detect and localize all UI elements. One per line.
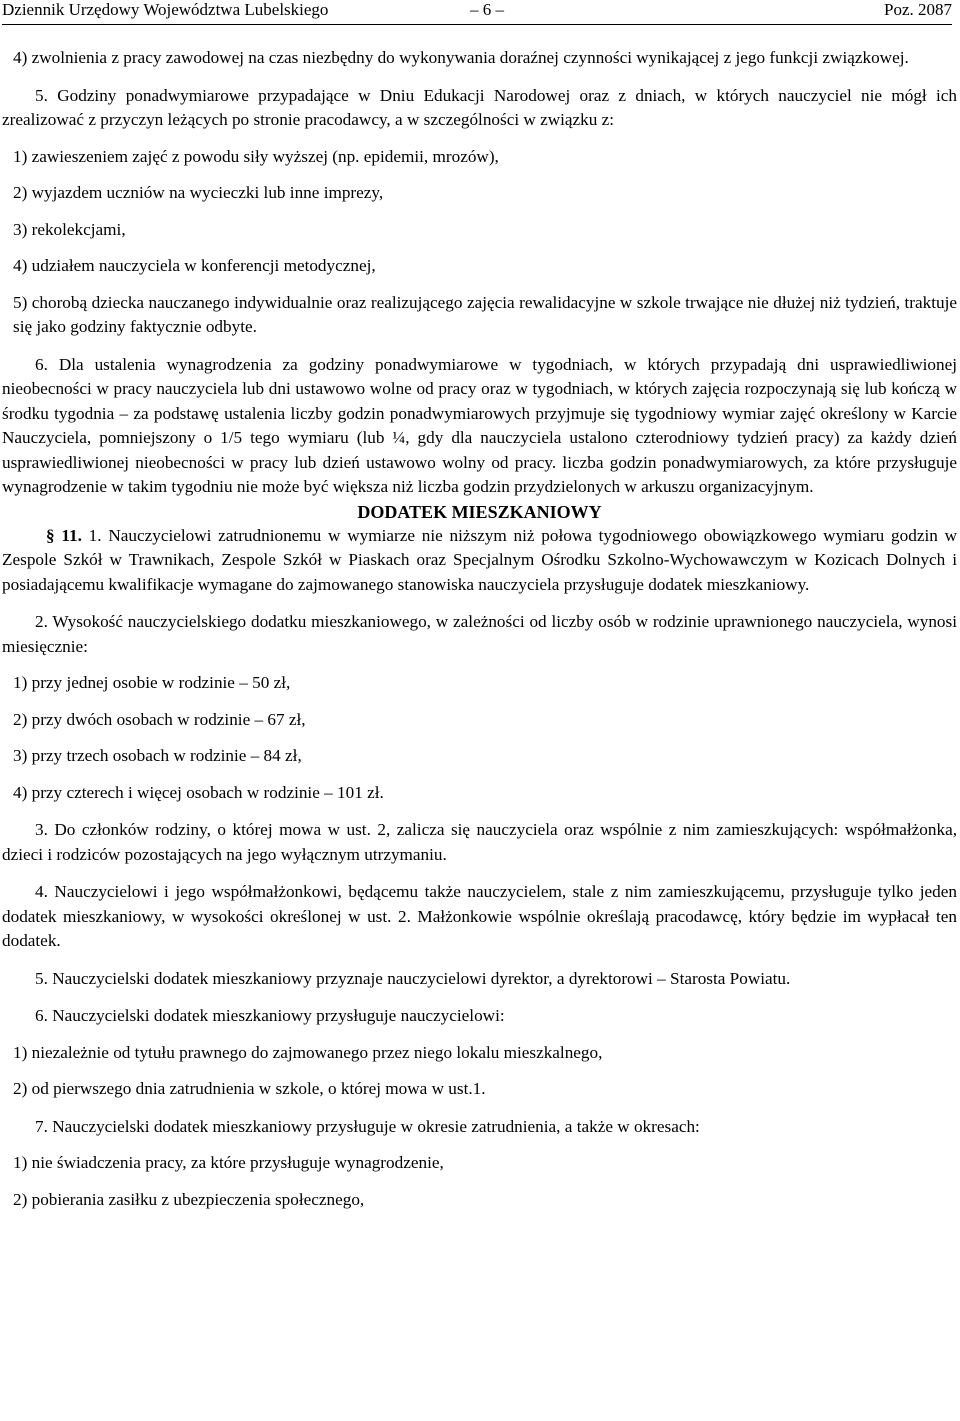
- list-item: 1) przy jednej osobie w rodzinie – 50 zł,: [13, 673, 291, 692]
- paragraph-granting-authority: 5. Nauczycielski dodatek mieszkaniowy przyznaje nauczycielowi dyrektor, a dyrektorowi – Starosta Powiatu.: [35, 968, 791, 988]
- paragraph-housing-eligibility: [2, 524, 957, 598]
- journal-title: Dziennik Urzędowy Województwa Lubelskiego: [2, 0, 329, 19]
- paragraph-housing-amount: 2. Wysokość nauczycielskiego dodatku mieszkaniowego, w zależności od liczby osób w rodzinie uprawnionego nauczyciela, wynosi miesięcznie:: [2, 612, 957, 656]
- page-header: [2, 0, 952, 25]
- list-item: 2) pobierania zasiłku z ubezpieczenia społecznego,: [13, 1189, 365, 1209]
- list-item: 5) chorobą dziecka nauczanego indywidualnie oraz realizującego zajęcia rewalidacyjne w szkole trwające nie dłużej niż tydzień, traktuje się jako godziny faktycznie odbyte.: [13, 292, 957, 336]
- list-item: 2) wyjazdem uczniów na wycieczki lub inne imprezy,: [13, 183, 384, 202]
- document-body: [2, 46, 957, 1212]
- list-item: 4) udziałem nauczyciela w konferencji metodycznej,: [13, 256, 376, 275]
- list-item: 3) przy trzech osobach w rodzinie – 84 zł,: [13, 746, 302, 765]
- paragraph-entitlement-periods: 7. Nauczycielski dodatek mieszkaniowy przysługuje w okresie zatrudnienia, a także w okresach:: [35, 1116, 700, 1136]
- paragraph-overtime-calculation: 6. Dla ustalenia wynagrodzenia za godziny ponadwymiarowe w tygodniach, w których przypadają dni usprawiedliwionej nieobecności w pracy nauczyciela lub dni ustawowo wolne od pracy oraz w tygodniach, w których zajęcia rozpoczynają się lub kończą w środku tygodnia – za podstawę ustalenia liczby godzin ponadwymiarowych przyjmuje się tygodniowy wymiar zajęć określony w Karcie Nauczyciela, pomniejszony o 1/5 tego wymiaru (lub ¼, gdy dla nauczyciela ustalono czterodniowy tydzień pracy) za każdy dzień usprawiedliwionej nieobecności w pracy lub dzień ustawowo wolny od pracy. liczba godzin ponadwymiarowych, za które przysługuje wynagrodzenie w takim tygodniu nie może być większa niż liczba godzin przydzielonych w arkuszu organizacyjnym.: [2, 354, 957, 496]
- list-item: 1) niezależnie od tytułu prawnego do zajmowanego przez niego lokalu mieszkalnego,: [13, 1042, 603, 1062]
- list-item: 1) zawieszeniem zajęć z powodu siły wyższej (np. epidemii, mrozów),: [13, 146, 499, 166]
- position-number: Poz. 2087: [884, 0, 952, 19]
- page-number: – 6 –: [470, 0, 504, 19]
- paragraph-spouse-teacher: 4. Nauczycielowi i jego współmałżonkowi, będącemu także nauczycielem, stale z nim zamieszkującemu, przysługuje tylko jeden dodatek mieszkaniowy, w wysokości określonej w ust. 2. Małżonkowie wspólnie określają pracodawcę, który będzie im wypłacał ten dodatek.: [2, 882, 957, 950]
- section-title: DODATEK MIESZKANIOWY: [357, 501, 602, 522]
- list-item: 4) przy czterech i więcej osobach w rodzinie – 101 zł.: [13, 782, 384, 802]
- paragraph-text: 1. Nauczycielowi zatrudnionemu w wymiarze nie niższym niż połowa tygodniowego obowiązkowego wymiaru godzin w Zespole Szkół w Trawnikach, Zespole Szkół w Piaskach oraz Specjalnym Ośrodku Szkolno-Wychowawczym w Kozicach Dolnych i posiadającemu kwalifikacje wymagane do zajmowanego stanowiska nauczyciela przysługuje dodatek mieszkaniowy.: [2, 525, 957, 594]
- list-item: 3) rekolekcjami,: [13, 219, 126, 239]
- list-item: 2) przy dwóch osobach w rodzinie – 67 zł,: [13, 709, 306, 729]
- paragraph-overtime-hours: 5. Godziny ponadwymiarowe przypadające w Dniu Edukacji Narodowej oraz z dniach, w których nauczyciel nie mógł ich zrealizować z przyczyn leżących po stronie pracodawcy, a w szczególności w związku z:: [2, 85, 957, 129]
- list-item: 1) nie świadczenia pracy, za które przysługuje wynagrodzenie,: [13, 1153, 444, 1172]
- section-number: § 11.: [46, 525, 82, 545]
- paragraph-family-members: 3. Do członków rodziny, o której mowa w ust. 2, zalicza się nauczyciela oraz wspólnie z nim zamieszkujących: współmałżonka, dzieci i rodziców pozostających na jego wyłącznym utrzymaniu.: [2, 820, 957, 864]
- paragraph-entitlement: 6. Nauczycielski dodatek mieszkaniowy przysługuje nauczycielowi:: [35, 1006, 505, 1025]
- list-item: 2) od pierwszego dnia zatrudnienia w szkole, o której mowa w ust.1.: [13, 1079, 486, 1098]
- paragraph-union-duties: 4) zwolnienia z pracy zawodowej na czas niezbędny do wykonywania doraźnej czynności wynikającej z jego funkcji związkowej.: [13, 48, 909, 67]
